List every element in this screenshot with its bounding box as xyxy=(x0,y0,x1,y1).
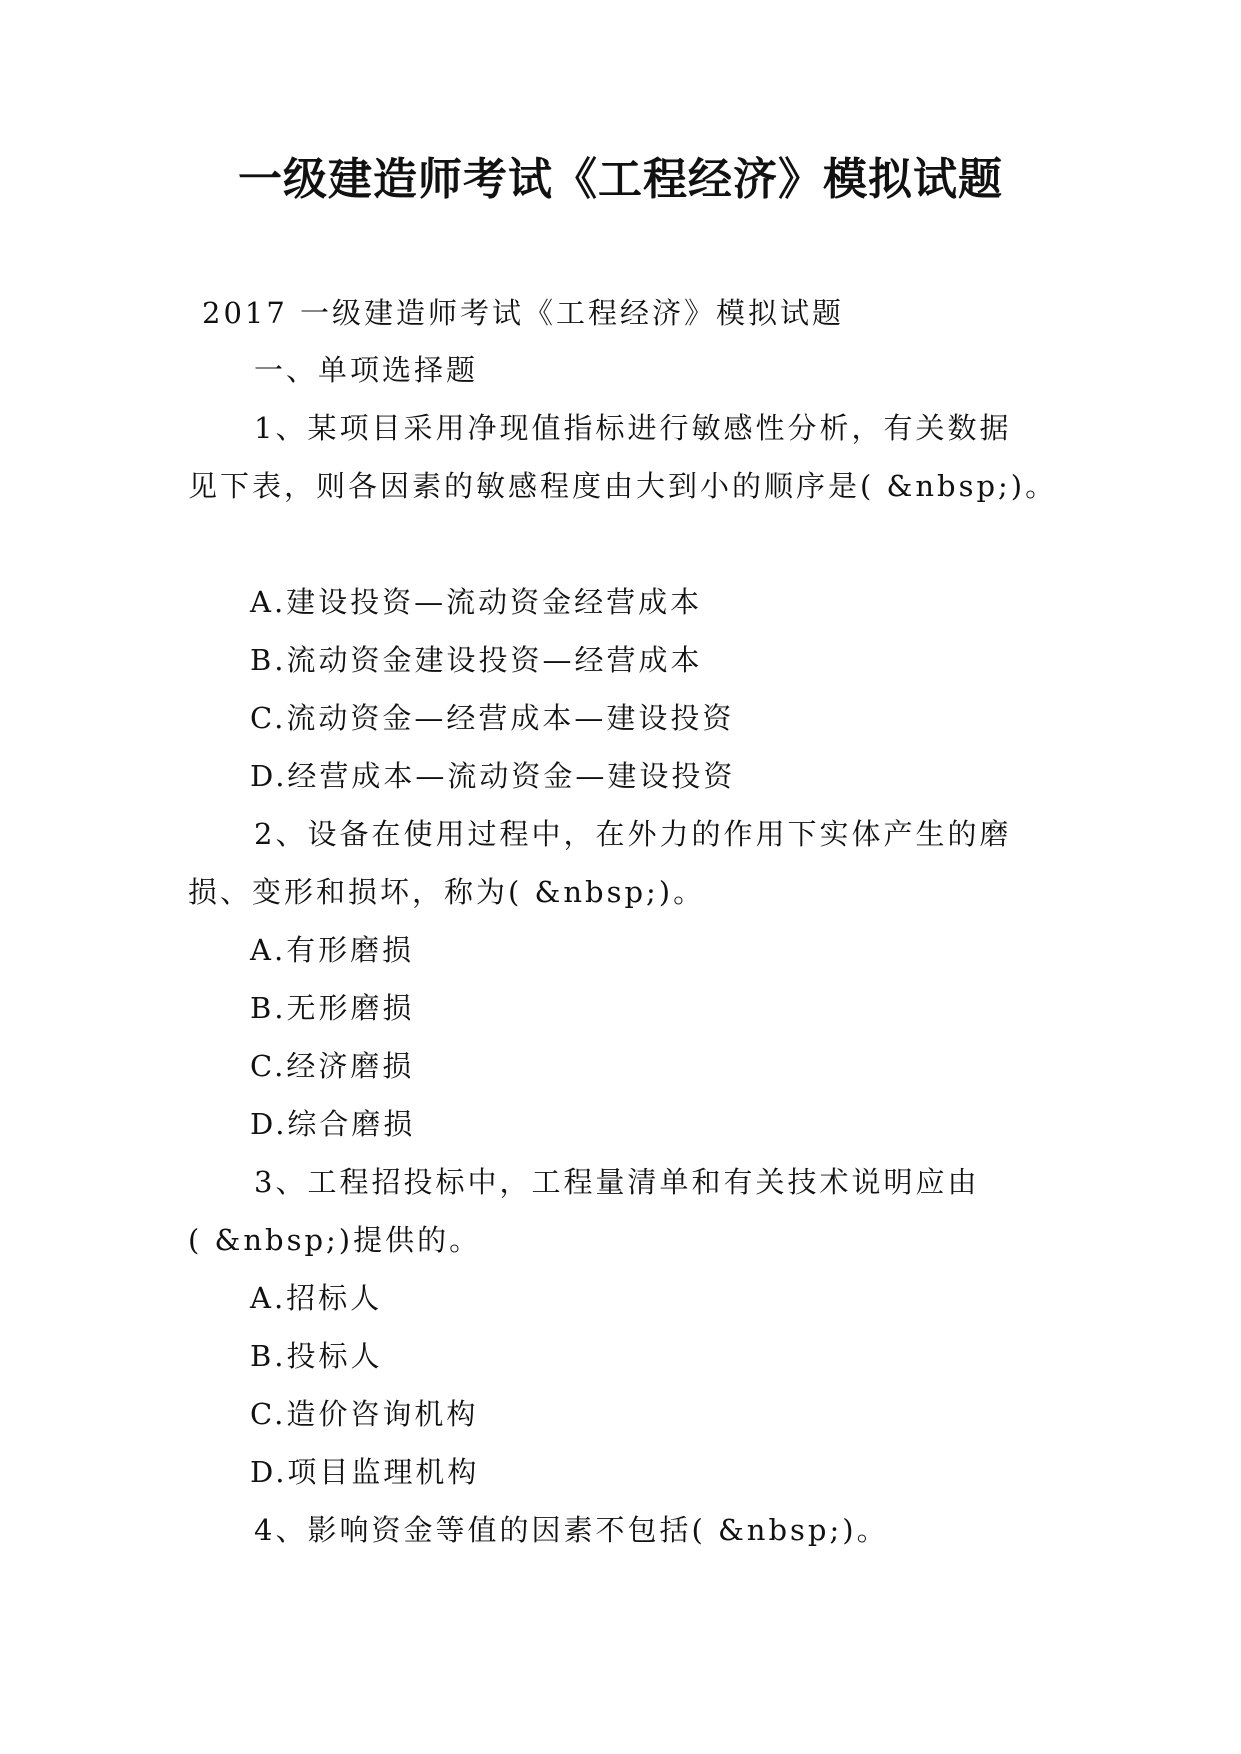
question-2-option-a: A.有形磨损 xyxy=(250,933,415,967)
question-2-option-d: D.综合磨损 xyxy=(250,1107,416,1141)
question-2-stem-line-2: 损、变形和损坏，称为( &nbsp;)。 xyxy=(188,875,706,909)
question-1-option-c: C.流动资金—经营成本—建设投资 xyxy=(250,701,735,735)
section-heading: 一、单项选择题 xyxy=(254,353,479,387)
question-4-stem-line-1: 4、影响资金等值的因素不包括( &nbsp;)。 xyxy=(254,1513,889,1547)
question-2-option-b: B.无形磨损 xyxy=(250,991,415,1025)
question-2-stem-line-1: 2、设备在使用过程中，在外力的作用下实体产生的磨 xyxy=(254,817,1012,851)
question-3-stem-line-2: ( &nbsp;)提供的。 xyxy=(188,1223,482,1257)
question-1-option-a: A.建设投资—流动资金经营成本 xyxy=(250,585,703,619)
question-3-stem-line-1: 3、工程招投标中，工程量清单和有关技术说明应由 xyxy=(254,1165,980,1199)
document-subtitle: 2017 一级建造师考试《工程经济》模拟试题 xyxy=(202,296,845,330)
question-1-option-d: D.经营成本—流动资金—建设投资 xyxy=(250,759,736,793)
document-title: 一级建造师考试《工程经济》模拟试题 xyxy=(238,154,1003,205)
question-3-option-c: C.造价咨询机构 xyxy=(250,1397,479,1431)
question-3-option-a: A.招标人 xyxy=(250,1281,383,1315)
question-2-option-c: C.经济磨损 xyxy=(250,1049,415,1083)
question-3-option-b: B.投标人 xyxy=(250,1339,383,1373)
question-1-stem-line-2: 见下表，则各因素的敏感程度由大到小的顺序是( &nbsp;)。 xyxy=(188,469,1058,503)
question-3-option-d: D.项目监理机构 xyxy=(250,1455,480,1489)
question-1-option-b: B.流动资金建设投资—经营成本 xyxy=(250,643,703,677)
question-1-stem-line-1: 1、某项目采用净现值指标进行敏感性分析，有关数据 xyxy=(254,411,1012,445)
